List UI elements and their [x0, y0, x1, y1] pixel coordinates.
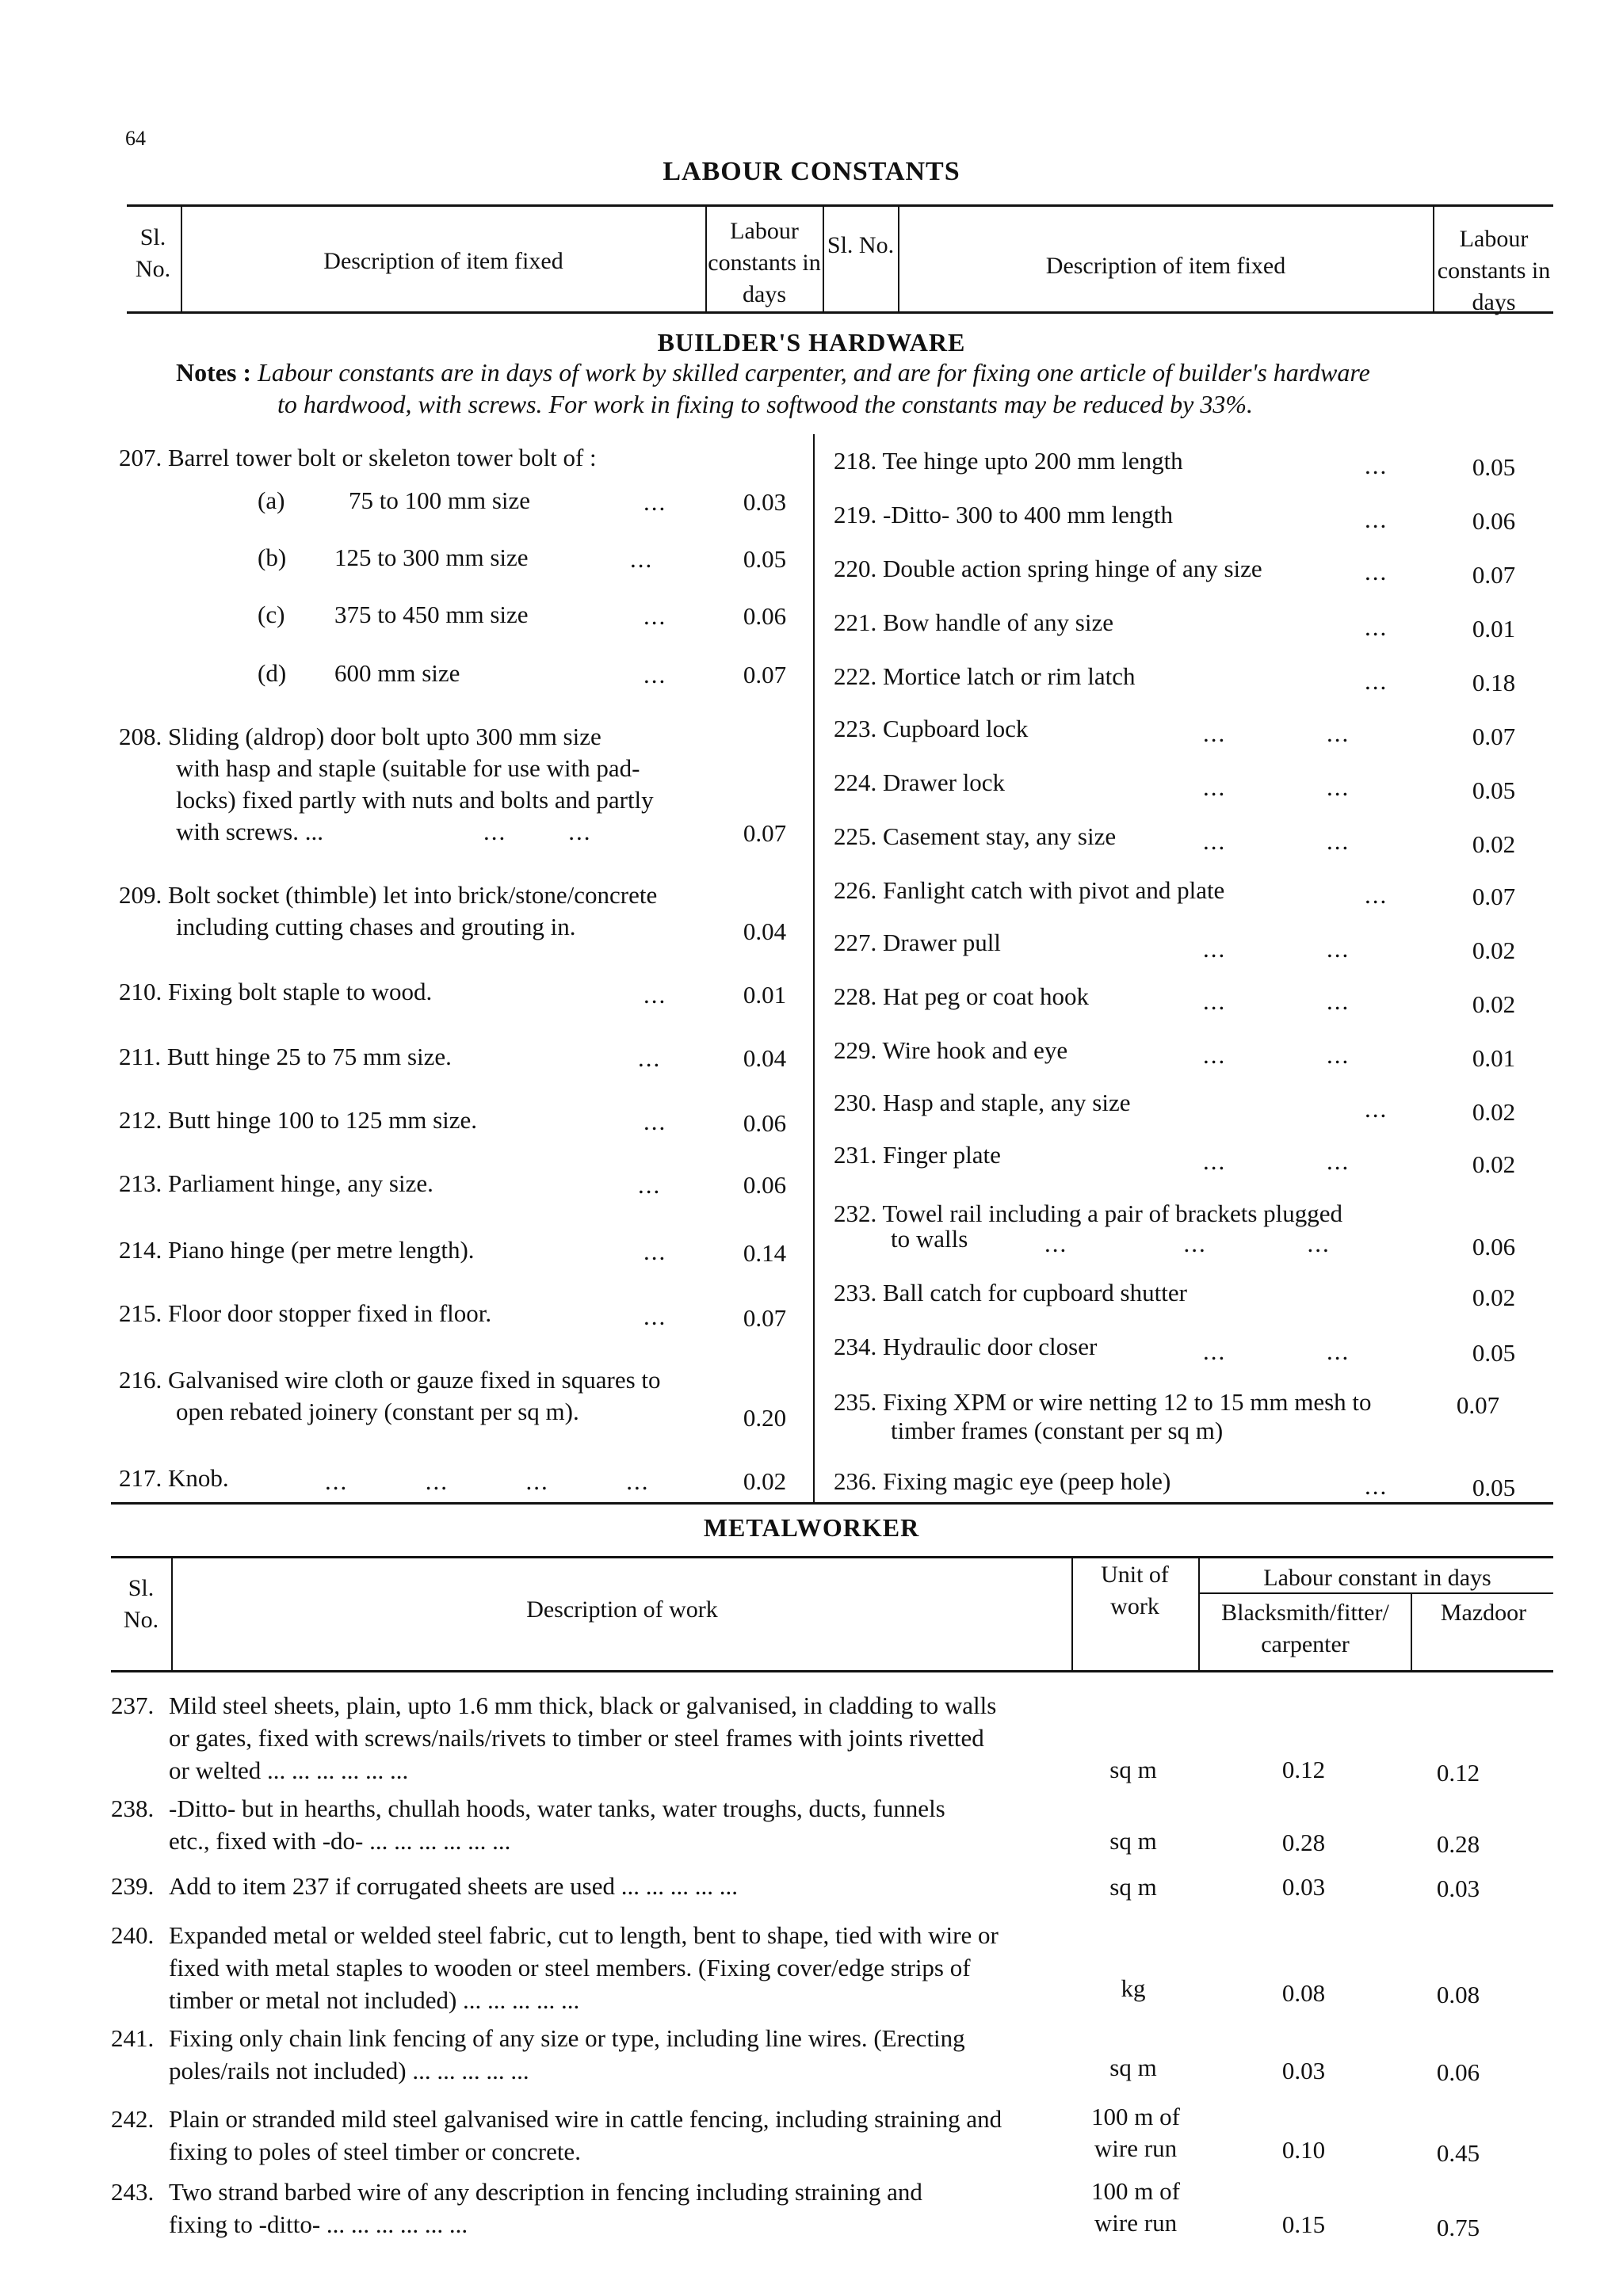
section-end-rule [111, 1502, 1553, 1505]
mw-row-237-desc [169, 1689, 1076, 1787]
item-208-line-1: 208. Sliding (aldrop) door bolt upto 300 mm size [119, 723, 601, 750]
item-219: 219. -Ditto- 300 to 400 mm length [834, 501, 1173, 528]
item-207a-label: (a) [258, 486, 285, 514]
item-207b-value: 0.05 [743, 545, 787, 573]
notes-label: Notes : [176, 358, 252, 387]
mw-row-243-num: 243. [111, 2178, 155, 2206]
item-208-line-4: with screws. ... [176, 818, 323, 845]
leader-dots: ... ... [483, 818, 592, 845]
mw-row-238-num: 238. [111, 1794, 155, 1822]
item-207d-label: (d) [258, 659, 287, 687]
item-221: 221. Bow handle of any size [834, 608, 1113, 636]
desc-line: fixed with metal staples to wooden or steel members. (Fixing cover/edge strips of [169, 1954, 971, 1981]
item-210: 210. Fixing bolt staple to wood. [119, 978, 433, 1005]
item-218: 218. Tee hinge upto 200 mm length [834, 447, 1183, 475]
item-223-value: 0.07 [1472, 723, 1516, 750]
item-227-value: 0.02 [1472, 936, 1516, 964]
leader-dots: ... [1365, 1472, 1388, 1500]
desc-line: timber or metal not included) ... ... ... ... ... [169, 1986, 580, 2014]
leader-dots: ... [643, 661, 667, 688]
mw-row-240-v2: 0.08 [1436, 1981, 1480, 2008]
item-217: 217. Knob. [119, 1464, 229, 1492]
item-231-value: 0.02 [1472, 1150, 1516, 1178]
item-235-line-2: timber frames (constant per sq m) [891, 1417, 1224, 1444]
leader-dots: ... [643, 602, 667, 630]
item-226: 226. Fanlight catch with pivot and plate [834, 876, 1225, 904]
leader-dots: ... [643, 1108, 667, 1135]
mw-row-242-unit: 100 m of wire run [1091, 2103, 1180, 2162]
item-229-value: 0.01 [1472, 1044, 1516, 1072]
item-209-value: 0.04 [743, 917, 787, 945]
mw-row-241-desc [169, 2022, 1076, 2087]
mw-row-239-v2: 0.03 [1436, 1875, 1480, 1902]
desc-line: Add to item 237 if corrugated sheets are used ... ... ... ... ... [169, 1872, 738, 1900]
leader-dots: ... ... ... [1044, 1230, 1331, 1257]
col-divider [1071, 1558, 1073, 1670]
mw-row-237-v2: 0.12 [1436, 1759, 1480, 1787]
desc-line: or welted ... ... ... ... ... ... [169, 1756, 409, 1784]
leader-dots: ... [1365, 558, 1388, 585]
item-232-value: 0.06 [1472, 1233, 1516, 1261]
desc-line: poles/rails not included) ... ... ... ... ... [169, 2057, 529, 2084]
mw-header-mazdoor: Mazdoor [1440, 1600, 1527, 1626]
item-207d-text: 600 mm size [334, 659, 460, 687]
item-214: 214. Piano hinge (per metre length). [119, 1236, 475, 1264]
mw-header-bottom-rule [111, 1670, 1553, 1672]
leader-dots: ... [1365, 613, 1388, 641]
item-221-value: 0.01 [1472, 615, 1516, 643]
col-divider [1411, 1594, 1412, 1670]
header-labour: Labour constants in days [708, 218, 821, 307]
item-207b-label: (b) [258, 543, 287, 571]
item-225: 225. Casement stay, any size [834, 822, 1117, 850]
mw-row-237-num: 237. [111, 1691, 155, 1719]
leader-dots: ... [643, 488, 667, 516]
leader-dots: ... [643, 981, 667, 1009]
item-216-line-2: open rebated joinery (constant per sq m). [176, 1398, 579, 1425]
header-sl-no-right: Sl. No. [827, 232, 895, 258]
item-225-value: 0.02 [1472, 830, 1516, 858]
item-222: 222. Mortice latch or rim latch [834, 662, 1136, 690]
item-230: 230. Hasp and staple, any size [834, 1089, 1131, 1116]
mw-row-239-num: 239. [111, 1872, 155, 1900]
item-222-value: 0.18 [1472, 669, 1516, 696]
col-divider [1198, 1558, 1200, 1670]
item-207c-value: 0.06 [743, 602, 787, 630]
leader-dots: ... ... [1203, 1337, 1350, 1365]
item-207c-text: 375 to 450 mm size [334, 601, 529, 628]
item-207a-value: 0.03 [743, 488, 787, 516]
item-207a-text: 75 to 100 mm size [349, 486, 531, 514]
leader-dots: ... [1365, 667, 1388, 695]
item-223: 223. Cupboard lock [834, 715, 1029, 742]
desc-line: fixing to poles of steel timber or concrete. [169, 2138, 581, 2165]
mw-row-243-v1: 0.15 [1281, 2210, 1326, 2238]
mw-row-238-v2: 0.28 [1436, 1830, 1480, 1858]
desc-line: Expanded metal or welded steel fabric, cut to length, bent to shape, tied with wire or [169, 1921, 999, 1949]
desc-line: -Ditto- but in hearths, chullah hoods, water tanks, water troughs, ducts, funnels [169, 1794, 945, 1822]
leader-dots: ... [638, 1044, 662, 1072]
item-236-value: 0.05 [1472, 1474, 1516, 1501]
item-226-value: 0.07 [1472, 883, 1516, 910]
leader-dots: ... ... [1203, 935, 1350, 963]
item-207: 207. Barrel tower bolt or skeleton tower bolt of : [119, 444, 597, 471]
leader-dots: ... [1365, 1095, 1388, 1123]
leader-dots: ... ... [1203, 719, 1350, 747]
item-207c-label: (c) [258, 601, 285, 628]
item-220-value: 0.07 [1472, 561, 1516, 589]
item-216-value: 0.20 [743, 1404, 787, 1432]
col-divider [898, 206, 899, 313]
leader-dots: ... ... [1203, 987, 1350, 1015]
col-divider [181, 206, 182, 313]
item-208-line-3: locks) fixed partly with nuts and bolts and partly [176, 786, 654, 814]
leader-dots: ... [643, 1238, 667, 1265]
mw-row-238-unit: sq m [1109, 1827, 1157, 1855]
section-metalworker: METALWORKER [703, 1513, 920, 1542]
item-231: 231. Finger plate [834, 1141, 1001, 1169]
item-212: 212. Butt hinge 100 to 125 mm size. [119, 1106, 478, 1134]
item-228-value: 0.02 [1472, 990, 1516, 1018]
item-207d-value: 0.07 [743, 661, 787, 688]
leader-dots: ... ... [1203, 1041, 1350, 1069]
mw-header-top-rule [111, 1556, 1553, 1558]
item-215: 215. Floor door stopper fixed in floor. [119, 1299, 492, 1327]
item-213-value: 0.06 [743, 1171, 787, 1199]
mw-row-243-v2: 0.75 [1436, 2214, 1480, 2241]
item-209-line-1: 209. Bolt socket (thimble) let into brick/stone/concrete [119, 881, 658, 909]
item-220: 220. Double action spring hinge of any size [834, 555, 1262, 582]
item-212-value: 0.06 [743, 1109, 787, 1137]
mw-row-239-v1: 0.03 [1281, 1873, 1326, 1901]
item-236: 236. Fixing magic eye (peep hole) [834, 1467, 1171, 1495]
leader-dots: ... ... [1203, 827, 1350, 855]
mw-row-240-unit: kg [1121, 1974, 1146, 2002]
mw-row-239-unit: sq m [1109, 1873, 1157, 1901]
mw-row-241-v1: 0.03 [1281, 2057, 1326, 2084]
leader-dots: ... ... [1203, 773, 1350, 801]
mw-row-238-desc [169, 1792, 1076, 1857]
item-235-value: 0.07 [1456, 1391, 1500, 1419]
mw-row-237-v1: 0.12 [1281, 1756, 1326, 1783]
item-207b-text: 125 to 300 mm size [334, 543, 529, 571]
section-builders-hardware: BUILDER'S HARDWARE [657, 328, 966, 357]
mw-row-237-unit: sq m [1109, 1756, 1157, 1783]
desc-line: etc., fixed with -do- ... ... ... ... ... ... [169, 1827, 511, 1855]
leader-dots: ... [1365, 452, 1388, 479]
item-224-value: 0.05 [1472, 776, 1516, 804]
desc-line: Fixing only chain link fencing of any size or type, including line wires. (Erecting [169, 2024, 965, 2052]
item-233: 233. Ball catch for cupboard shutter [834, 1279, 1187, 1306]
item-229: 229. Wire hook and eye [834, 1036, 1068, 1064]
item-224: 224. Drawer lock [834, 769, 1006, 796]
mw-row-242-num: 242. [111, 2105, 155, 2133]
desc-line: Plain or stranded mild steel galvanised wire in cattle fencing, including straining and [169, 2105, 1002, 2133]
mw-row-242-desc [169, 2103, 1076, 2168]
header-top-rule [127, 204, 1553, 207]
leader-dots: ... [643, 1302, 667, 1330]
mw-header-sl-no: Sl. No. [123, 1575, 159, 1633]
item-232-line-1: 232. Towel rail including a pair of brackets plugged [834, 1199, 1343, 1227]
header-description: Description of item fixed [323, 248, 563, 274]
item-209-line-2: including cutting chases and grouting in. [176, 913, 576, 940]
mw-header-labour: Labour constant in days [1263, 1565, 1491, 1591]
desc-line: Mild steel sheets, plain, upto 1.6 mm thick, black or galvanised, in cladding to walls [169, 1691, 997, 1719]
col-divider [705, 206, 707, 313]
mw-row-240-desc [169, 1919, 1076, 2016]
notes-line-1: Labour constants are in days of work by skilled carpenter, and are for fixing one article of builder's hardware [258, 358, 1370, 387]
mw-row-242-v1: 0.10 [1281, 2136, 1326, 2164]
item-232-line-2: to walls [891, 1225, 968, 1253]
leader-dots: ... [1365, 881, 1388, 909]
mw-row-243-unit: 100 m of wire run [1091, 2177, 1180, 2237]
leader-dots: ... [638, 1171, 662, 1199]
leader-dots: ... ... ... ... [325, 1467, 650, 1495]
page-title: LABOUR CONSTANTS [663, 157, 960, 186]
mw-header-blacksmith: Blacksmith/fitter/ carpenter [1221, 1600, 1389, 1657]
item-211-value: 0.04 [743, 1044, 787, 1072]
item-218-value: 0.05 [1472, 453, 1516, 481]
item-227: 227. Drawer pull [834, 929, 1001, 956]
col-divider [171, 1558, 173, 1670]
item-208-line-2: with hasp and staple (suitable for use with pad- [176, 754, 640, 782]
column-divider [813, 434, 815, 1502]
item-215-value: 0.07 [743, 1304, 787, 1332]
mw-row-243-desc [169, 2176, 1076, 2241]
item-217-value: 0.02 [743, 1467, 787, 1495]
item-216-line-1: 216. Galvanised wire cloth or gauze fixed in squares to [119, 1366, 661, 1394]
item-213: 213. Parliament hinge, any size. [119, 1169, 433, 1197]
item-233-value: 0.02 [1472, 1283, 1516, 1311]
mw-row-241-num: 241. [111, 2024, 155, 2052]
item-234: 234. Hydraulic door closer [834, 1333, 1098, 1360]
header-sl-no: Sl. No. [135, 224, 171, 282]
item-219-value: 0.06 [1472, 507, 1516, 535]
notes-line-2: to hardwood, with screws. For work in fixing to softwood the constants may be reduced by 33%. [277, 390, 1254, 418]
mw-row-241-unit: sq m [1109, 2054, 1157, 2081]
page-number: 64 [125, 127, 146, 150]
leader-dots: ... [1365, 505, 1388, 533]
mw-row-240-v1: 0.08 [1281, 1979, 1326, 2007]
mw-header-description: Description of work [526, 1596, 718, 1623]
desc-line: fixing to -ditto- ... ... ... ... ... ... [169, 2210, 468, 2238]
item-214-value: 0.14 [743, 1239, 787, 1267]
leader-dots: ... ... [1203, 1147, 1350, 1175]
item-208-value: 0.07 [743, 819, 787, 847]
mw-row-241-v2: 0.06 [1436, 2058, 1480, 2086]
item-211: 211. Butt hinge 25 to 75 mm size. [119, 1043, 452, 1070]
mw-row-238-v1: 0.28 [1281, 1829, 1326, 1856]
item-210-value: 0.01 [743, 981, 787, 1009]
header-labour-right: Labour constants in days [1437, 226, 1551, 315]
mw-row-239-desc [169, 1870, 1076, 1902]
mw-row-242-v2: 0.45 [1436, 2139, 1480, 2167]
leader-dots: ... [630, 545, 654, 573]
header-description-right: Description of item fixed [1045, 253, 1286, 279]
item-234-value: 0.05 [1472, 1339, 1516, 1367]
desc-line: Two strand barbed wire of any description in fencing including straining and [169, 2178, 922, 2206]
item-235-line-1: 235. Fixing XPM or wire netting 12 to 15 mm mesh to [834, 1388, 1372, 1416]
mw-header-unit: Unit of work [1101, 1562, 1169, 1619]
item-228: 228. Hat peg or coat hook [834, 982, 1089, 1010]
desc-line: or gates, fixed with screws/nails/rivets to timber or steel frames with joints rivetted [169, 1724, 984, 1752]
notes [176, 357, 1571, 420]
item-230-value: 0.02 [1472, 1098, 1516, 1126]
mw-row-240-num: 240. [111, 1921, 155, 1949]
header-bottom-rule [127, 311, 1553, 314]
